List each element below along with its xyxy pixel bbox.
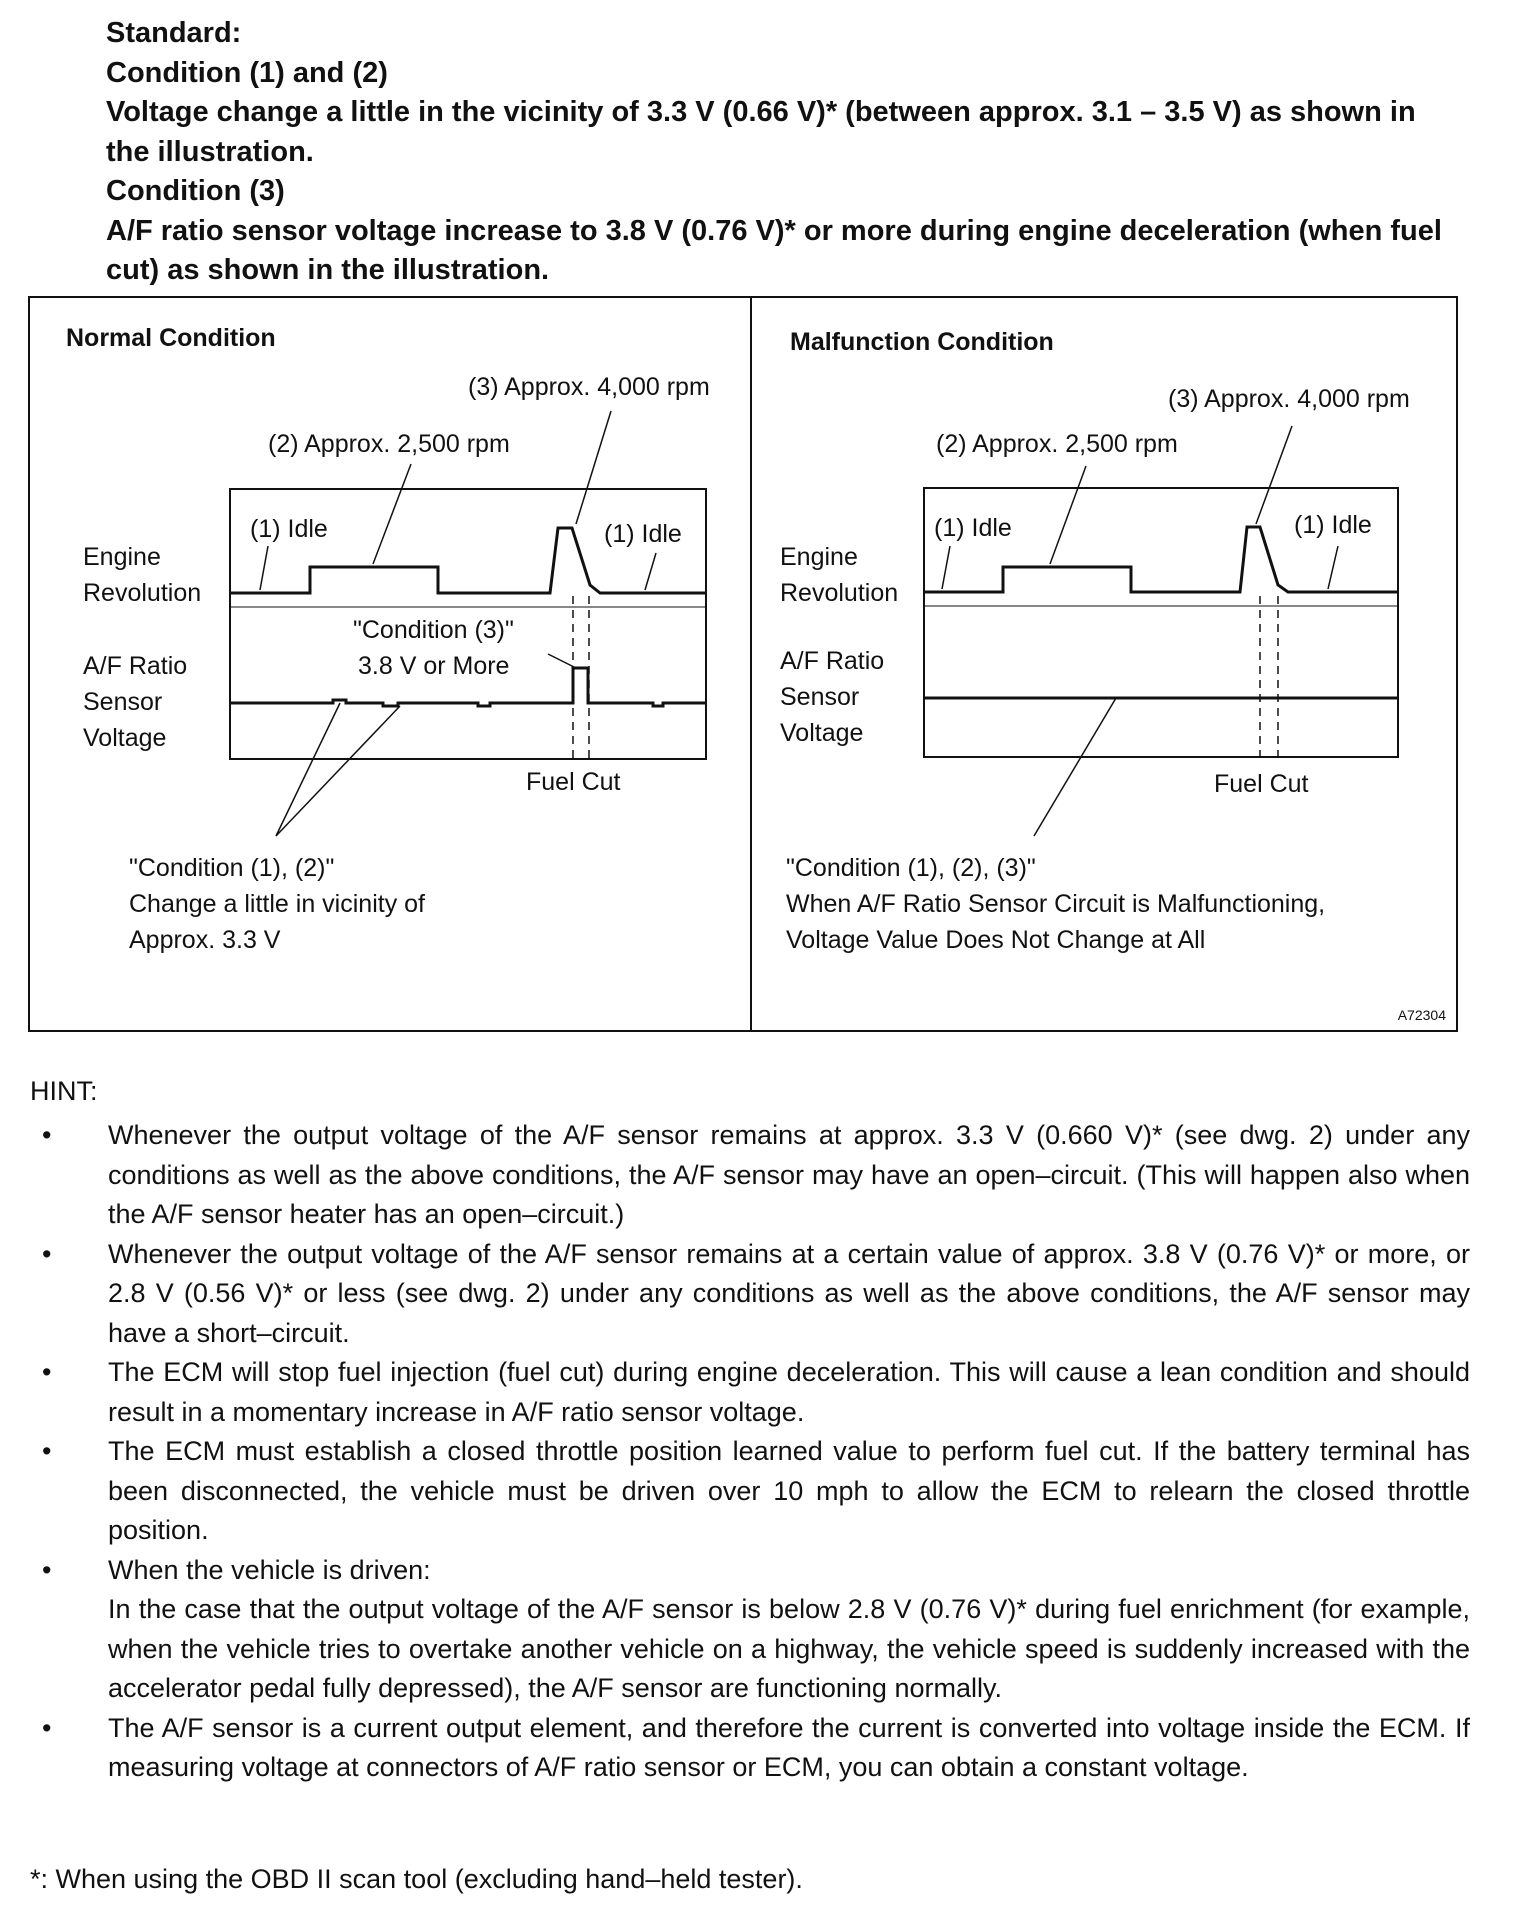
- malfunction-af-label: Voltage: [780, 719, 864, 747]
- normal-leader-cond12: [276, 706, 400, 836]
- hint-text: In the case that the output voltage of the A/F sensor is below 2.8 V (0.76 V)* during fuel enrichment (for example, when the vehicle tries to overtake another vehicle on a highway, the vehicle speed is suddenly increased with the accelerator pedal fully depressed), the A/F sensor are functioning normally.: [108, 1594, 1470, 1703]
- malfunction-cond-note: When A/F Ratio Sensor Circuit is Malfunctioning,: [786, 890, 1326, 918]
- bullet-icon: •: [42, 1436, 52, 1466]
- hint-text: The A/F sensor is a current output element, and therefore the current is converted into voltage inside the ECM. If measuring voltage at connectors of A/F ratio sensor or ECM, you can obtain a constant voltage.: [108, 1712, 1470, 1782]
- normal-label-idle-left: (1) Idle: [250, 515, 328, 543]
- normal-label-2500rpm: (2) Approx. 2,500 rpm: [268, 430, 510, 458]
- normal-label-4000rpm: (3) Approx. 4,000 rpm: [468, 373, 710, 401]
- standard-section: [106, 14, 1466, 291]
- malfunction-engine-rev-label: Revolution: [780, 579, 899, 607]
- normal-fuel-cut-label: Fuel Cut: [526, 768, 621, 796]
- standard-line: A/F ratio sensor voltage increase to 3.8 V (0.76 V)* or more during engine deceleration (when fuel cut) as shown in the illustration.: [106, 214, 1442, 286]
- hint-text: The ECM will stop fuel injection (fuel cut) during engine deceleration. This will cause a lean condition and should result in a momentary increase in A/F ratio sensor voltage.: [108, 1357, 1470, 1427]
- hint-item: [30, 1353, 1470, 1432]
- malfunction-af-label: A/F Ratio: [780, 647, 885, 675]
- normal-cond3-label: "Condition (3)": [353, 616, 514, 644]
- malfunction-leader-idle-right: [1328, 546, 1338, 589]
- normal-af-label: A/F Ratio: [83, 652, 188, 680]
- malfunction-label-4000rpm: (3) Approx. 4,000 rpm: [1168, 385, 1410, 413]
- malfunction-engine-rev-label: Engine: [780, 543, 858, 571]
- standard-line: Voltage change a little in the vicinity of 3.3 V (0.66 V)* (between approx. 3.1 – 3.5 V) as shown in the illustration.: [106, 96, 1416, 168]
- standard-line: Standard:: [106, 17, 242, 49]
- figure-code: A72304: [1397, 1007, 1446, 1023]
- malfunction-label-idle-left: (1) Idle: [934, 514, 1012, 542]
- malfunction-label-2500rpm: (2) Approx. 2,500 rpm: [936, 430, 1178, 458]
- hint-list: [30, 1116, 1470, 1788]
- normal-leader-2500: [373, 464, 411, 564]
- standard-line: Condition (1) and (2): [106, 56, 388, 89]
- normal-leader-idle-right: [645, 553, 656, 590]
- hint-title: HINT:: [30, 1076, 98, 1106]
- hint-text: Whenever the output voltage of the A/F sensor remains at a certain value of approx. 3.8 V (0.76 V)* or more, or 2.8 V (0.56 V)* or less (see dwg. 2) under any conditions as well as the above conditions, the A/F sensor may have a short–circuit.: [108, 1238, 1470, 1348]
- malfunction-panel: [780, 328, 1446, 1023]
- footnote: *: When using the OBD II scan tool (excluding hand–held tester).: [30, 1864, 803, 1894]
- normal-title: Normal Condition: [66, 324, 276, 352]
- hint-item: [30, 1116, 1470, 1235]
- hint-item: [30, 1235, 1470, 1354]
- malfunction-af-label: Sensor: [780, 683, 860, 711]
- normal-cond12-note: "Condition (1), (2)": [129, 854, 335, 882]
- normal-label-idle-right: (1) Idle: [604, 520, 682, 548]
- malfunction-leader-cond: [1034, 698, 1116, 836]
- malfunction-fuel-cut-label: Fuel Cut: [1214, 770, 1309, 798]
- malfunction-leader-2500: [1050, 466, 1086, 564]
- malfunction-cond-note: Voltage Value Does Not Change at All: [786, 926, 1206, 954]
- bullet-icon: •: [42, 1120, 52, 1150]
- malfunction-cond-note: "Condition (1), (2), (3)": [786, 854, 1036, 882]
- bullet-icon: •: [42, 1712, 52, 1743]
- bullet-icon: •: [42, 1238, 52, 1269]
- normal-engine-rev-label: Engine: [83, 543, 161, 571]
- malfunction-leader-4000: [1256, 426, 1292, 524]
- normal-cond12-note: Change a little in vicinity of: [129, 890, 425, 918]
- bullet-icon: •: [42, 1554, 52, 1585]
- hint-text: The ECM must establish a closed throttle position learned value to perform fuel cut. If the battery terminal has been disconnected, the vehicle must be driven over 10 mph to allow the ECM to relearn the closed throttle position.: [108, 1436, 1470, 1545]
- normal-leader-cond12: [276, 703, 340, 836]
- normal-engine-rev-label: Revolution: [83, 579, 202, 607]
- normal-cond3-label: 3.8 V or More: [358, 652, 510, 680]
- normal-leader-cond3: [548, 654, 576, 668]
- normal-af-label: Sensor: [83, 688, 163, 716]
- malfunction-title: Malfunction Condition: [790, 328, 1054, 356]
- normal-leader-idle-left: [260, 546, 268, 590]
- hint-item: [30, 1709, 1470, 1788]
- waveform-diagram: [28, 296, 1458, 1032]
- waveform-figure: [28, 296, 1458, 1032]
- normal-leader-4000: [576, 411, 611, 524]
- normal-cond12-note: Approx. 3.3 V: [129, 926, 281, 954]
- malfunction-label-idle-right: (1) Idle: [1294, 511, 1372, 539]
- hint-item: [30, 1551, 1470, 1709]
- hint-item: [30, 1432, 1470, 1551]
- normal-panel: [66, 324, 710, 954]
- bullet-icon: •: [42, 1357, 52, 1387]
- malfunction-leader-idle-left: [942, 546, 950, 589]
- hint-text: When the vehicle is driven:: [108, 1554, 431, 1585]
- hint-text: Whenever the output voltage of the A/F sensor remains at approx. 3.3 V (0.660 V)* (see dwg. 2) under any conditions as well as the above conditions, the A/F sensor may have an open–circuit. (This will happen also when the A/F sensor heater has an open–circuit.): [108, 1120, 1470, 1229]
- normal-af-label: Voltage: [83, 724, 167, 752]
- standard-line: Condition (3): [106, 175, 285, 207]
